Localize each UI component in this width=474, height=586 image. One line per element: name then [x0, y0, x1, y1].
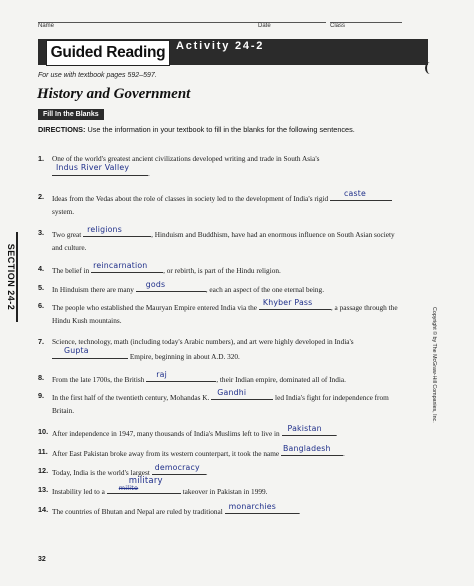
question-text-after: , their Indian empire, dominated all of India.: [216, 375, 346, 384]
question-text: One of the world's greatest ancient civilizations developed writing and trade in South Asia's: [52, 154, 320, 163]
question-text-after: , a passage through the Hindu Kush mountains.: [52, 303, 398, 325]
question-text-after: Empire, beginning in about A.D. 320.: [129, 351, 240, 361]
handwritten-answer: Bangladesh: [282, 443, 331, 453]
answer-blank[interactable]: [225, 501, 299, 514]
question-text-after: .: [205, 468, 208, 477]
section-label: Fill In the Blanks: [38, 109, 104, 120]
question-text: Ideas from the Vedas about the role of classes in society led to the development of India's rigid: [52, 194, 329, 203]
question-number: 9.: [38, 391, 45, 400]
question-1: [38, 153, 398, 180]
handwritten-answer: democracy: [154, 462, 200, 472]
question-number: 7.: [38, 337, 45, 346]
date-label: Date: [258, 23, 271, 29]
answer-blank[interactable]: [136, 279, 206, 292]
question-text-after: .: [298, 507, 301, 516]
question-text-after: , or rebirth, is part of the Hindu religion.: [163, 266, 281, 275]
page-title: History and Government: [37, 86, 191, 102]
question-8: [38, 369, 398, 387]
activity-number: Activity 24-2: [176, 40, 265, 52]
question-text: The people who established the Mauryan Empire entered India via the: [52, 303, 258, 312]
question-14: [38, 501, 398, 519]
answer-blank[interactable]: [52, 163, 148, 176]
answer-blank[interactable]: [330, 188, 392, 201]
question-number: 12.: [38, 466, 49, 475]
class-label: Class: [330, 23, 346, 29]
question-number: 10.: [38, 427, 49, 436]
directions: [38, 125, 388, 134]
question-text-after: .: [148, 168, 150, 178]
handwritten-answer: Pakistan: [287, 423, 322, 433]
name-label: Name: [38, 23, 55, 29]
question-text-after: led India's fight for independence from Britain.: [52, 393, 389, 415]
handwritten-answer: caste: [343, 188, 366, 198]
question-text-after: , Hinduism and Buddhism, have had an enormous influence on South Asian society and culture.: [52, 230, 395, 252]
question-10: [38, 423, 398, 441]
question-number: 13.: [38, 485, 49, 494]
question-text: Science, technology, math (including today's Arabic numbers), and art were highly developed in India's: [52, 337, 354, 346]
question-5: [38, 279, 398, 297]
question-number: 11.: [38, 447, 48, 456]
question-number: 5.: [38, 283, 45, 292]
question-text: After East Pakistan broke away from its western counterpart, it took the name: [52, 449, 280, 458]
question-text-after: .: [335, 429, 338, 438]
name-line[interactable]: [38, 22, 260, 23]
copyright-notice: Copyright © by The McGraw-Hill Companies, Inc.: [431, 307, 437, 423]
guided-reading-label: Guided Reading: [46, 40, 170, 66]
handwritten-answer: Gupta: [64, 346, 89, 355]
answer-blank[interactable]: [211, 387, 273, 400]
answer-blank[interactable]: [107, 475, 181, 494]
question-12: [38, 462, 398, 480]
directions-label: DIRECTIONS:: [38, 125, 86, 134]
handwritten-answer: Gandhi: [217, 387, 247, 397]
page-number: 32: [38, 556, 46, 563]
handwritten-answer: Indus River Valley: [56, 163, 130, 172]
answer-blank[interactable]: [146, 369, 216, 382]
question-text: From the late 1700s, the British: [52, 375, 145, 384]
question-number: 4.: [38, 264, 45, 273]
question-text: The countries of Bhutan and Nepal are ruled by traditional: [52, 507, 223, 516]
question-number: 1.: [38, 154, 45, 163]
question-2: [38, 188, 398, 218]
section-side-tab-label: SECTION 24-2: [6, 243, 16, 311]
handwritten-answer: reincarnation: [93, 260, 148, 270]
answer-blank[interactable]: [83, 224, 151, 237]
directions-text: Use the information in your textbook to fill in the blanks for the following sentences.: [85, 125, 355, 134]
handwritten-answer: religions: [87, 224, 122, 234]
crossed-out-answer: milito: [118, 483, 139, 492]
question-11: [38, 443, 398, 461]
question-number: 8.: [38, 373, 45, 382]
question-number: 3.: [38, 228, 45, 237]
answer-blank[interactable]: [259, 297, 331, 310]
question-text: Instability led to a: [52, 487, 105, 496]
handwritten-answer: gods: [145, 279, 166, 289]
question-text: Today, India is the world's largest: [52, 468, 150, 477]
handwritten-answer: raj: [156, 369, 167, 379]
question-6: [38, 297, 398, 327]
answer-blank[interactable]: [282, 423, 336, 436]
question-9: [38, 387, 398, 417]
handwritten-answer: Khyber Pass: [262, 297, 313, 307]
handwritten-answer: military: [128, 475, 163, 486]
textbook-pages-note: For use with textbook pages 592–597.: [38, 72, 157, 79]
question-number: 6.: [38, 301, 45, 310]
answer-blank[interactable]: [152, 462, 206, 475]
answer-blank[interactable]: [52, 346, 128, 359]
question-number: 14.: [38, 505, 49, 514]
question-number: 2.: [38, 192, 45, 201]
question-text-after: .: [342, 449, 345, 458]
question-text-after: takeover in Pakistan in 1999.: [182, 487, 268, 496]
question-text: In Hinduism there are many: [52, 285, 134, 294]
handwritten-answer: monarchies: [228, 501, 277, 511]
question-7: [38, 336, 398, 363]
question-text: After independence in 1947, many thousands of India's Muslims left to live in: [52, 429, 280, 438]
question-text: Two great: [52, 230, 82, 239]
answer-blank[interactable]: [91, 260, 163, 273]
answer-blank[interactable]: [281, 443, 343, 456]
question-text: The belief in: [52, 266, 90, 275]
question-text-after: system.: [52, 206, 75, 216]
question-text: In the first half of the twentieth century, Mohandas K.: [52, 393, 210, 402]
question-text-after: , each an aspect of the one eternal being.: [205, 285, 325, 294]
question-3: [38, 224, 398, 254]
question-13: [38, 475, 398, 499]
question-4: [38, 260, 398, 278]
